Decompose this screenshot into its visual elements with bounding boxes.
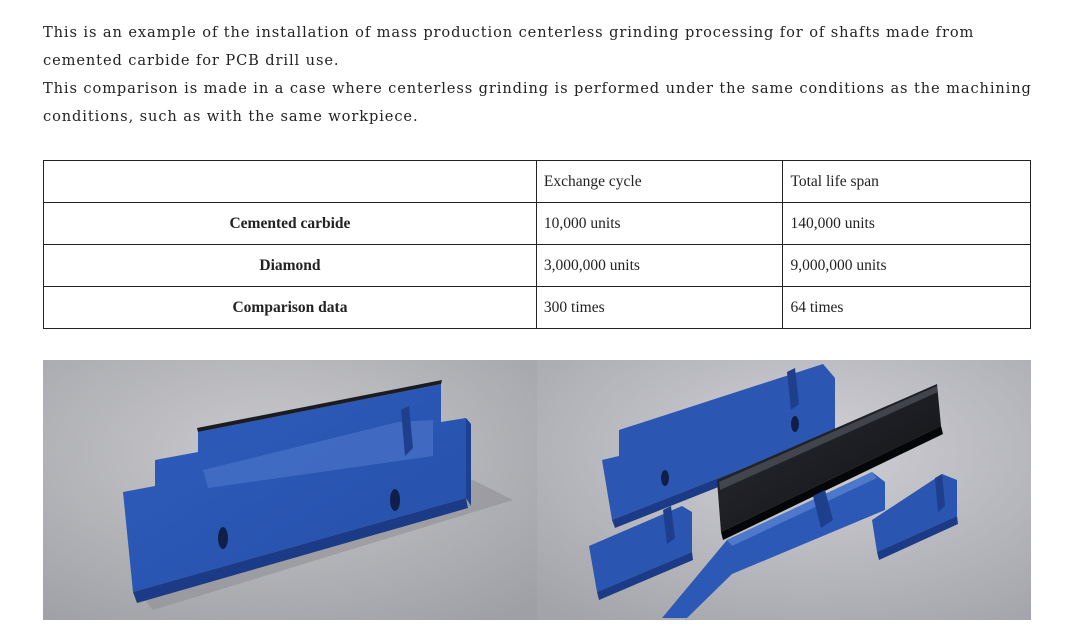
table-row: [44, 203, 1031, 245]
row-total-life-span: 9,000,000 units: [783, 245, 1031, 287]
comparison-table: [43, 160, 1031, 329]
row-total-life-span: 64 times: [783, 287, 1031, 329]
intro-text: [43, 19, 1033, 131]
product-photos: [43, 360, 1031, 620]
row-label: Diamond: [44, 245, 537, 287]
row-exchange-cycle: 10,000 units: [536, 203, 783, 245]
row-label: Comparison data: [44, 287, 537, 329]
row-label: Cemented carbide: [44, 203, 537, 245]
intro-paragraph-1: This is an example of the installation of mass production centerless grinding processing for of shafts made from cemented carbide for PCB drill use.: [43, 24, 975, 69]
row-exchange-cycle: 300 times: [536, 287, 783, 329]
table-row: [44, 245, 1031, 287]
table-row: [44, 287, 1031, 329]
intro-paragraph-2: This comparison is made in a case where centerless grinding is performed under the same conditions as the machining conditions, such as with the same workpiece.: [43, 80, 1032, 125]
blue-blade-single-photo: [43, 360, 537, 620]
blue-blade-set-photo: [537, 360, 1031, 620]
row-exchange-cycle: 3,000,000 units: [536, 245, 783, 287]
table-header-blank: [44, 161, 537, 203]
table-header-exchange-cycle: Exchange cycle: [536, 161, 783, 203]
table-header-row: [44, 161, 1031, 203]
row-total-life-span: 140,000 units: [783, 203, 1031, 245]
table-header-total-life-span: Total life span: [783, 161, 1031, 203]
